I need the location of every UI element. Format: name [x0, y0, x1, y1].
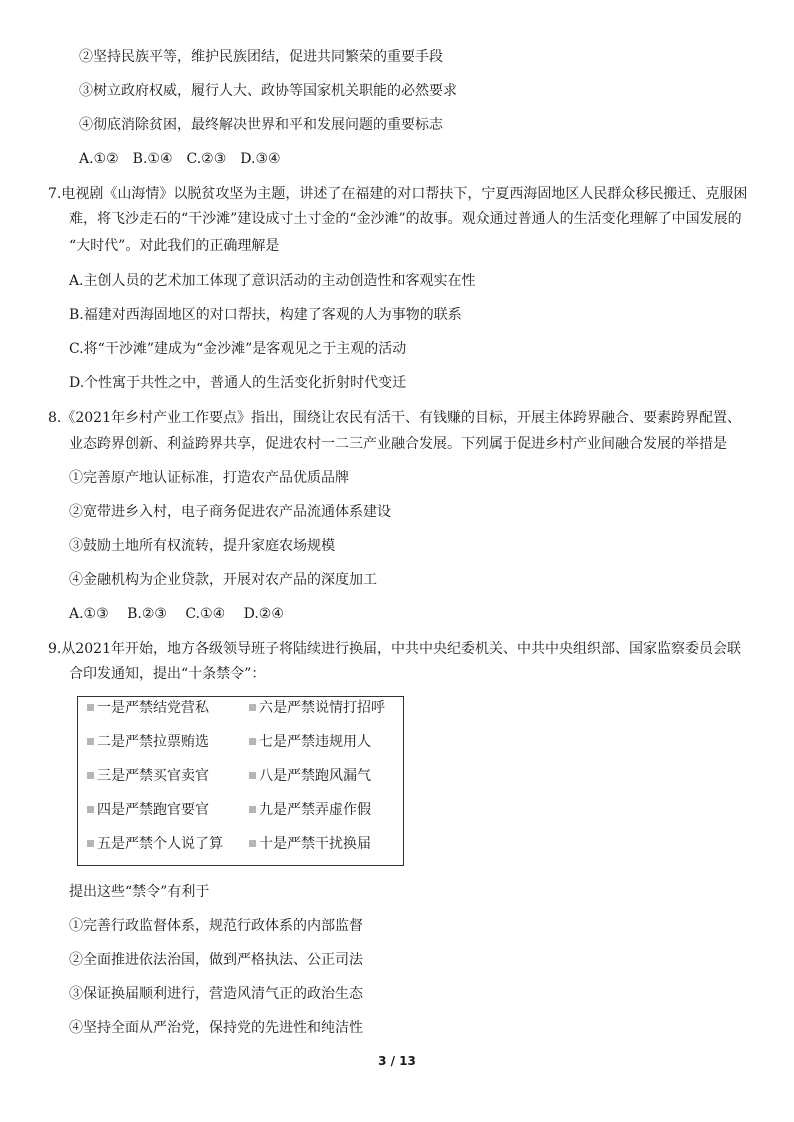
- ban-item: 一是严禁结党营私: [87, 698, 209, 718]
- q7-option-a: A.主创人员的艺术加工体现了意识活动的主动创造性和客观实在性: [69, 273, 476, 289]
- q9-option-3: ③保证换届顺利进行，营造风清气正的政治生态: [69, 986, 363, 1002]
- ban-item: 八是严禁跑风漏气: [249, 766, 371, 786]
- ban-item: 二是严禁拉票贿选: [87, 732, 209, 752]
- q9-lead: 提出这些“禁令”有利于: [69, 884, 210, 900]
- q7-option-c: C.将“干沙滩”建成为“金沙滩”是客观见之于主观的活动: [69, 341, 407, 357]
- ban-item: 九是严禁弄虚作假: [249, 800, 371, 820]
- ban-item: 十是严禁干扰换届: [249, 834, 371, 854]
- q9-option-2: ②全面推进依法治国，做到严格执法、公正司法: [69, 952, 363, 968]
- q6-option-4: ④彻底消除贫困，最终解决世界和平和发展问题的重要标志: [79, 117, 443, 133]
- q6-choices: A.①② B.①④ C.②③ D.③④: [79, 151, 281, 167]
- q7-stem-line-3: “大时代”。对此我们的正确理解是: [69, 238, 280, 254]
- bullet-icon: [87, 738, 94, 745]
- ban-item: 七是严禁违规用人: [249, 732, 371, 752]
- q7-stem-line-1: 7.电视剧《山海情》以脱贫攻坚为主题，讲述了在福建的对口帮扶下，宁夏西海固地区人民群众移民搬迁、克服困: [48, 186, 748, 202]
- ten-bans-box: [77, 696, 404, 866]
- bullet-icon: [87, 704, 94, 711]
- q8-stem-line-1: 8.《2021年乡村产业工作要点》指出，围绕让农民有活干、有钱赚的目标，开展主体跨界融合、要素跨界配置、: [48, 410, 741, 426]
- q9-stem-line-1: 9.从2021年开始，地方各级领导班子将陆续进行换届，中共中央纪委机关、中共中央组织部、国家监察委员会联: [48, 641, 741, 657]
- bullet-icon: [249, 738, 256, 745]
- q8-stem-line-2: 业态跨界创新、利益跨界共享，促进农村一二三产业融合发展。下列属于促进乡村产业间融合发展的举措是: [69, 436, 727, 452]
- q9-option-1: ①完善行政监督体系，规范行政体系的内部监督: [69, 918, 363, 934]
- bullet-icon: [249, 840, 256, 847]
- q7-option-d: D.个性寓于共性之中，普通人的生活变化折射时代变迁: [69, 375, 407, 391]
- q7-stem-line-2: 难，将飞沙走石的“干沙滩”建设成寸土寸金的“金沙滩”的故事。观众通过普通人的生活变化理解了中国发展的: [69, 211, 742, 227]
- bullet-icon: [87, 806, 94, 813]
- ban-item: 三是严禁买官卖官: [87, 766, 209, 786]
- ban-item: 四是严禁跑官要官: [87, 800, 209, 820]
- bullet-icon: [249, 772, 256, 779]
- ban-item: 五是严禁个人说了算: [87, 834, 223, 854]
- q7-option-b: B.福建对西海固地区的对口帮扶，构建了客观的人为事物的联系: [69, 307, 462, 323]
- q8-option-1: ①完善原产地认证标准，打造农产品优质品牌: [69, 470, 349, 486]
- q6-option-2: ②坚持民族平等，维护民族团结，促进共同繁荣的重要手段: [79, 49, 443, 65]
- bullet-icon: [249, 704, 256, 711]
- ban-item: 六是严禁说情打招呼: [249, 698, 385, 718]
- q6-option-3: ③树立政府权威，履行人大、政协等国家机关职能的必然要求: [79, 83, 457, 99]
- q8-option-4: ④金融机构为企业贷款，开展对农产品的深度加工: [69, 572, 377, 588]
- bullet-icon: [249, 806, 256, 813]
- bullet-icon: [87, 772, 94, 779]
- q9-option-4: ④坚持全面从严治党，保持党的先进性和纯洁性: [69, 1020, 363, 1036]
- q8-option-3: ③鼓励土地所有权流转，提升家庭农场规模: [69, 538, 335, 554]
- bullet-icon: [87, 840, 94, 847]
- q8-choices: A.①③ B.②③ C.①④ D.②④: [69, 606, 284, 622]
- page-number: 3 / 13: [378, 1054, 416, 1068]
- q8-option-2: ②宽带进乡入村，电子商务促进农产品流通体系建设: [69, 504, 391, 520]
- q9-stem-line-2: 合印发通知，提出“十条禁令”：: [69, 666, 266, 682]
